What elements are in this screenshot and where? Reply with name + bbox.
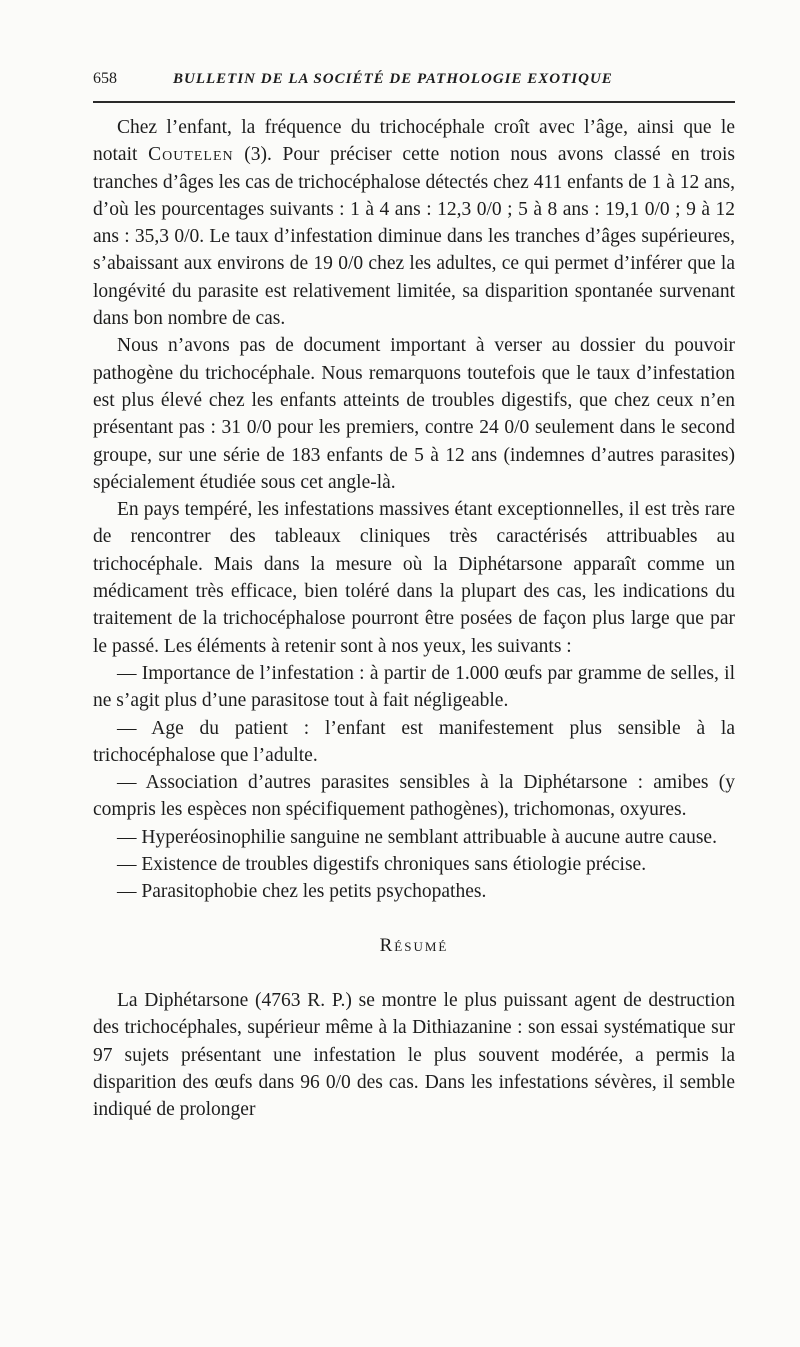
criterion-item: — Importance de l’infestation : à partir de 1.000 œufs par gramme de selles, il ne s’agit plus d’une parasitose tout à fait négligeable. (93, 662, 735, 712)
paragraph-pathogenic-power: Nous n’avons pas de document important à verser au dossier du pouvoir pathogène du trichocéphale. Nous remarquons toutefois que le taux d’infestation est plus élevé chez les enfants atteints de troubles digestifs, que chez ceux n’en présentant pas : 31 0/0 pour les premiers, contre 24 0/0 seulement dans le second groupe, sur une série de 183 enfants de 5 à 12 ans (indemnes d’autres parasites) spécialement étudiée sous cet angle-là. (93, 335, 735, 493)
author-name: Coutelen (148, 144, 234, 166)
body-text (93, 114, 735, 1123)
criterion-item: — Existence de troubles digestifs chroniques sans étiologie précise. (117, 854, 647, 876)
summary-paragraph: La Diphétarsone (4763 R. P.) se montre le plus puissant agent de destruction des trichocéphales, supérieur même à la Dithiazanine : son essai systématique sur 97 sujets présentant une infestation le plus souvent modérée, a permis la disparition des œufs dans 96 0/0 des cas. Dans les infestations sévères, il semble indiqué de prolonger (93, 989, 735, 1121)
running-title: BULLETIN DE LA SOCIÉTÉ DE PATHOLOGIE EXOTIQUE (173, 71, 613, 87)
criterion-item: — Age du patient : l’enfant est manifestement plus sensible à la trichocéphalose que l’adulte. (93, 717, 735, 766)
criterion-item: — Parasitophobie chez les petits psychopathes. (117, 881, 487, 903)
page-number: 658 (93, 70, 117, 87)
paragraph-text: (3). Pour préciser cette notion nous avons classé en trois tranches d’âges les cas de trichocéphalose détectés chez 411 enfants de 1 à 12 ans, d’où les pourcentages suivants : 1 à 4 ans : 12,3 0/0 ; 5 à 8 ans : 19,1 0/0 ; 9 à 12 ans : 35,3 0/0. Le taux d’infestation diminue dans les tranches d’âges supérieures, s’abaissant aux environs de 19 0/0 chez les adultes, ce qui permet d’inférer que la longévité du parasite est relativement limitée, sa disparition spontanée survenant dans bon nombre de cas. (93, 144, 735, 330)
header-rule (93, 101, 735, 103)
summary-heading: Résumé (379, 934, 449, 956)
paragraph-text: Chez l’enfant, la fréquence du trichocéphale croît avec l’âge, ainsi que le notait (93, 117, 735, 166)
paragraph-age-frequency (93, 114, 735, 332)
page-header (93, 70, 735, 88)
paragraph-indications: En pays tempéré, les infestations massives étant exceptionnelles, il est très rare de rencontrer des tableaux cliniques très caractérisés attribuables au trichocéphale. Mais dans la mesure où la Diphétarsone apparaît comme un médicament très efficace, bien toléré dans la plupart des cas, les indications du traitement de la trichocéphalose pourront être posées de façon plus large que par le passé. Les éléments à retenir sont à nos yeux, les suivants : (93, 499, 735, 657)
criterion-item: — Association d’autres parasites sensibles à la Diphétarsone : amibes (y compris les espèces non spécifiquement pathogènes), trichomonas, oxyures. (93, 772, 735, 821)
criterion-item: — Hyperéosinophilie sanguine ne semblant attribuable à aucune autre cause. (117, 826, 717, 848)
